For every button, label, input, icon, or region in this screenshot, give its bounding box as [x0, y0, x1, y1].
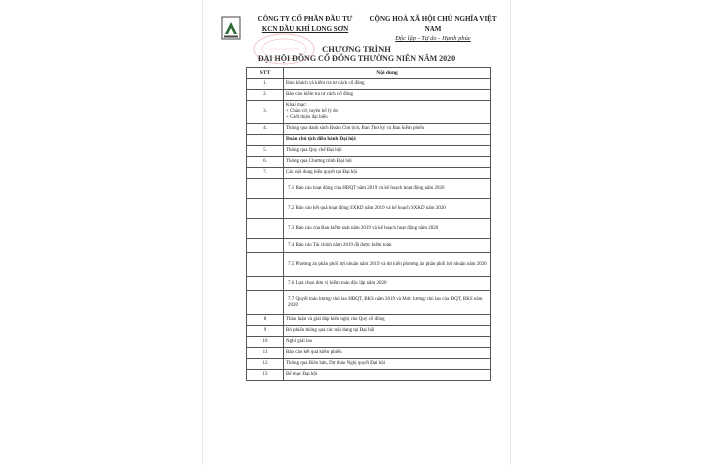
table-row [247, 124, 491, 135]
row-number: 4. [247, 124, 284, 135]
nation-line: CỘNG HOÀ XÃ HỘI CHỦ NGHĨA VIỆT NAM [369, 15, 497, 33]
row-number: 13 [247, 370, 284, 381]
row-number [247, 179, 284, 199]
table-row [247, 101, 491, 124]
section-heading: Đoàn chủ tịch điều hành Đại hội: [284, 135, 491, 146]
row-number: 2. [247, 90, 284, 101]
table-row [247, 348, 491, 359]
row-number: 8 [247, 315, 284, 326]
table-subrow [247, 179, 491, 199]
nation-motto: Độc lập - Tự do - Hạnh phúc [395, 35, 471, 42]
row-number [247, 199, 284, 219]
row-content: 7.5 Phương án phân phối lợi nhuận năm 2019 và dự kiến phương án phân phối lợi nhuận năm 2020 [284, 253, 491, 277]
row-content: Thông qua Biên bản, Dự thảo Nghị quyết Đại hội [284, 359, 491, 370]
row-content: Thông qua danh sách Đoàn Chủ tịch, Ban Thư ký và Ban kiểm phiếu [284, 124, 491, 135]
row-content [284, 101, 491, 124]
table-row [247, 370, 491, 381]
table-header-row [247, 68, 491, 79]
table-subrow [247, 291, 491, 315]
opening-item-1: + Chào cờ, tuyên bố lý do [286, 109, 338, 114]
row-number: 9 [247, 326, 284, 337]
row-content: Thảo luận và giải đáp kiến nghị của Quý cổ đông [284, 315, 491, 326]
document-subtitle: ĐẠI HỘI ĐỒNG CỔ ĐÔNG THƯỜNG NIÊN NĂM 2020 [257, 54, 456, 63]
row-content: Bế mạc Đại hội [284, 370, 491, 381]
section-row [247, 135, 491, 146]
table-row [247, 315, 491, 326]
row-number: 12 [247, 359, 284, 370]
row-content: Báo cáo kết quả kiểm phiếu [284, 348, 491, 359]
row-content: 7.6 Lựa chọn đơn vị kiểm toán độc lập năm 2020 [284, 277, 491, 291]
opening-label: Khai mạc: [286, 103, 307, 108]
row-content: 7.2 Báo cáo kết quả hoạt động SXKD năm 2019 và kế hoạch SXKD năm 2020 [284, 199, 491, 219]
table-subrow [247, 277, 491, 291]
row-content: Bỏ phiếu thông qua các nội dung tại Đại hội [284, 326, 491, 337]
table-row [247, 168, 491, 179]
row-number [247, 253, 284, 277]
row-number [247, 219, 284, 239]
row-number: 5. [247, 146, 284, 157]
table-row [247, 79, 491, 90]
row-content: 7.7 Quyết toán lương/ thù lao HĐQT, BKS năm 2019 và Mức lương/ thù lao của ĐQT, BKS năm 2020 [284, 291, 491, 315]
row-number [247, 291, 284, 315]
row-content: Nghỉ giải lao [284, 337, 491, 348]
document-page [203, 0, 510, 465]
row-content: 7.1 Báo cáo hoạt động của HĐQT năm 2019 và kế hoạch hoạt động năm 2020 [284, 179, 491, 199]
agenda-table [246, 67, 491, 381]
row-content: Các nội dung biểu quyết tại Đại hội [284, 168, 491, 179]
table-row [247, 90, 491, 101]
company-line-1: CÔNG TY CỔ PHẦN ĐẦU TƯ [257, 15, 353, 23]
opening-item-2: + Giới thiệu đại biểu [286, 115, 328, 120]
table-row [247, 146, 491, 157]
row-content: Thông qua Chương trình Đại hội [284, 157, 491, 168]
header-content: Nội dung [284, 68, 491, 79]
row-number: 11 [247, 348, 284, 359]
table-subrow [247, 239, 491, 253]
national-heading [363, 14, 503, 44]
document-title: CHƯƠNG TRÌNH [322, 44, 391, 54]
row-number: 7. [247, 168, 284, 179]
row-number: 3. [247, 101, 284, 124]
table-row [247, 337, 491, 348]
row-content: 7.4 Báo cáo Tài chính năm 2019 đã được kiểm toán [284, 239, 491, 253]
row-content: Thông qua Quy chế Đại hội [284, 146, 491, 157]
row-number: 10 [247, 337, 284, 348]
row-number [247, 135, 284, 146]
row-content: Báo cáo kiểm tra tư cách cổ đông [284, 90, 491, 101]
row-content: Đón khách và kiểm tra tư cách cổ đông [284, 79, 491, 90]
row-number: 6. [247, 157, 284, 168]
company-line-2: KCN DẦU KHÍ LONG SƠN [261, 25, 349, 33]
table-subrow [247, 219, 491, 239]
row-number [247, 239, 284, 253]
table-row [247, 157, 491, 168]
table-subrow [247, 253, 491, 277]
table-row [247, 359, 491, 370]
row-content: 7.3 Báo cáo của Ban kiểm soát năm 2019 và kế hoạch hoạt động năm 2020 [284, 219, 491, 239]
header-stt: STT [247, 68, 284, 79]
table-row [247, 326, 491, 337]
row-number: 1. [247, 79, 284, 90]
company-logo [221, 16, 241, 40]
row-number [247, 277, 284, 291]
table-subrow [247, 199, 491, 219]
